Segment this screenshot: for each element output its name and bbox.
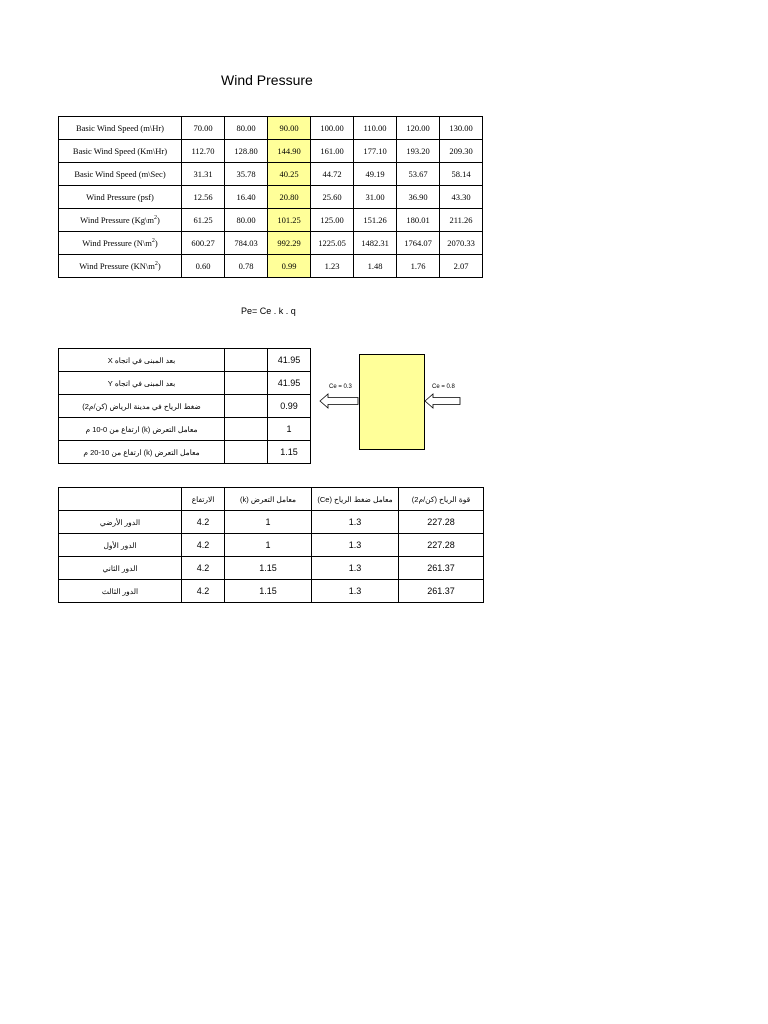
parameter-value: 1	[268, 418, 311, 441]
parameter-label: بعد المبنى في اتجاه X	[59, 349, 225, 372]
table-cell: 1.76	[397, 255, 440, 278]
table-cell: 49.19	[354, 163, 397, 186]
column-header: معامل ضغط الرياح (Ce)	[312, 488, 399, 511]
table-cell: 144.90	[268, 140, 311, 163]
table-cell: 128.80	[225, 140, 268, 163]
table-cell: 193.20	[397, 140, 440, 163]
row-label: Wind Pressure $(KN\backslash m^2)$	[59, 255, 182, 278]
table-cell: 2070.33	[440, 232, 483, 255]
parameter-value: 1.15	[268, 441, 311, 464]
table-cell: 1.3	[312, 557, 399, 580]
table-row	[59, 557, 484, 580]
table-cell: 20.80	[268, 186, 311, 209]
table-cell: 35.78	[225, 163, 268, 186]
table-cell: 180.01	[397, 209, 440, 232]
table-cell: الدور الأول	[59, 534, 182, 557]
row-label: Basic Wind Speed (Km\Hr)	[59, 140, 182, 163]
parameter-label: معامل التعرض (k) ارتفاع من 0-10 م	[59, 418, 225, 441]
building-box	[359, 354, 425, 450]
table-cell: 1.15	[225, 557, 312, 580]
table-row	[59, 441, 311, 464]
table-cell: 992.29	[268, 232, 311, 255]
parameter-label: بعد المبنى في اتجاه Y	[59, 372, 225, 395]
table-cell: 0.99	[268, 255, 311, 278]
table-cell: 31.00	[354, 186, 397, 209]
table-cell: 4.2	[182, 557, 225, 580]
table-row	[59, 117, 483, 140]
table-row	[59, 580, 484, 603]
table-cell: 112.70	[182, 140, 225, 163]
table-row	[59, 534, 484, 557]
table-cell: 261.37	[399, 557, 484, 580]
row-label: Basic Wind Speed (m\Sec)	[59, 163, 182, 186]
page-title: Wind Pressure	[221, 72, 313, 88]
table-cell: 151.26	[354, 209, 397, 232]
column-header: معامل التعرض (k)	[225, 488, 312, 511]
table-cell: 0.60	[182, 255, 225, 278]
table-cell	[225, 349, 268, 372]
formula: Pe= Ce . k . q	[241, 306, 296, 316]
table-cell: 44.72	[311, 163, 354, 186]
table-cell: 1.3	[312, 580, 399, 603]
table-cell: 58.14	[440, 163, 483, 186]
column-header	[59, 488, 182, 511]
table-cell: 0.78	[225, 255, 268, 278]
table-cell: 36.90	[397, 186, 440, 209]
table-cell: 1.3	[312, 534, 399, 557]
ce-left-label: Ce = 0.3	[329, 384, 352, 390]
table-cell: 4.2	[182, 580, 225, 603]
table-cell: 1225.05	[311, 232, 354, 255]
table-cell: 12.56	[182, 186, 225, 209]
table-cell: 16.40	[225, 186, 268, 209]
table-cell: 261.37	[399, 580, 484, 603]
table-row	[59, 186, 483, 209]
table-cell: 1.23	[311, 255, 354, 278]
table-cell: 70.00	[182, 117, 225, 140]
table-cell: 101.25	[268, 209, 311, 232]
left-arrow-icon	[319, 393, 359, 409]
row-label: Wind Pressure (psf)	[59, 186, 182, 209]
column-header: قوة الرياح (كن/م2)	[399, 488, 484, 511]
table-cell: 100.00	[311, 117, 354, 140]
column-header: الارتفاع	[182, 488, 225, 511]
table-cell: 1	[225, 534, 312, 557]
table-cell: الدور الثالث	[59, 580, 182, 603]
table-cell: 177.10	[354, 140, 397, 163]
parameter-label: معامل التعرض (k) ارتفاع من 10-20 م	[59, 441, 225, 464]
table-row	[59, 511, 484, 534]
row-label: Wind Pressure $(Kg\backslash m^2)$	[59, 209, 182, 232]
table-row	[59, 395, 311, 418]
table-row	[59, 255, 483, 278]
table-cell: 80.00	[225, 209, 268, 232]
table-row	[59, 372, 311, 395]
table-row	[59, 209, 483, 232]
table-cell: 61.25	[182, 209, 225, 232]
table-cell: 600.27	[182, 232, 225, 255]
table-cell: 53.67	[397, 163, 440, 186]
table-cell: 90.00	[268, 117, 311, 140]
table-cell: 209.30	[440, 140, 483, 163]
table-row	[59, 140, 483, 163]
table-row	[59, 163, 483, 186]
table-cell	[225, 372, 268, 395]
table-cell: 1.3	[312, 511, 399, 534]
table-cell: 211.26	[440, 209, 483, 232]
table-row	[59, 349, 311, 372]
table-header-row	[59, 488, 484, 511]
wind-pressure-table	[58, 116, 483, 278]
building-parameters-table	[58, 348, 311, 464]
floors-wind-force-table	[58, 487, 484, 603]
table-cell: 80.00	[225, 117, 268, 140]
parameter-value: 41.95	[268, 372, 311, 395]
table-cell: 1.48	[354, 255, 397, 278]
row-label: Basic Wind Speed (m\Hr)	[59, 117, 182, 140]
table-row	[59, 418, 311, 441]
table-cell: 227.28	[399, 534, 484, 557]
table-cell	[225, 418, 268, 441]
table-cell: 4.2	[182, 511, 225, 534]
ce-right-label: Ce = 0.8	[432, 384, 455, 390]
parameter-value: 0.99	[268, 395, 311, 418]
table-cell: 784.03	[225, 232, 268, 255]
table-cell: 161.00	[311, 140, 354, 163]
table-cell	[225, 441, 268, 464]
parameter-value: 41.95	[268, 349, 311, 372]
table-cell	[225, 395, 268, 418]
table-cell: 43.30	[440, 186, 483, 209]
table-cell: 130.00	[440, 117, 483, 140]
table-cell: 1.15	[225, 580, 312, 603]
right-arrow-icon	[424, 393, 461, 409]
table-cell: 120.00	[397, 117, 440, 140]
table-cell: 40.25	[268, 163, 311, 186]
table-cell: 110.00	[354, 117, 397, 140]
table-cell: 1482.31	[354, 232, 397, 255]
table-cell: 1764.07	[397, 232, 440, 255]
table-cell: 25.60	[311, 186, 354, 209]
table-cell: 125.00	[311, 209, 354, 232]
parameter-label: ضغط الرياح في مدينة الرياض (كن/م2)	[59, 395, 225, 418]
table-cell: الدور الثاني	[59, 557, 182, 580]
table-row	[59, 232, 483, 255]
table-cell: 2.07	[440, 255, 483, 278]
table-cell: 1	[225, 511, 312, 534]
row-label: Wind Pressure $(N\backslash m^2)$	[59, 232, 182, 255]
table-cell: الدور الأرضي	[59, 511, 182, 534]
table-cell: 4.2	[182, 534, 225, 557]
table-cell: 227.28	[399, 511, 484, 534]
table-cell: 31.31	[182, 163, 225, 186]
